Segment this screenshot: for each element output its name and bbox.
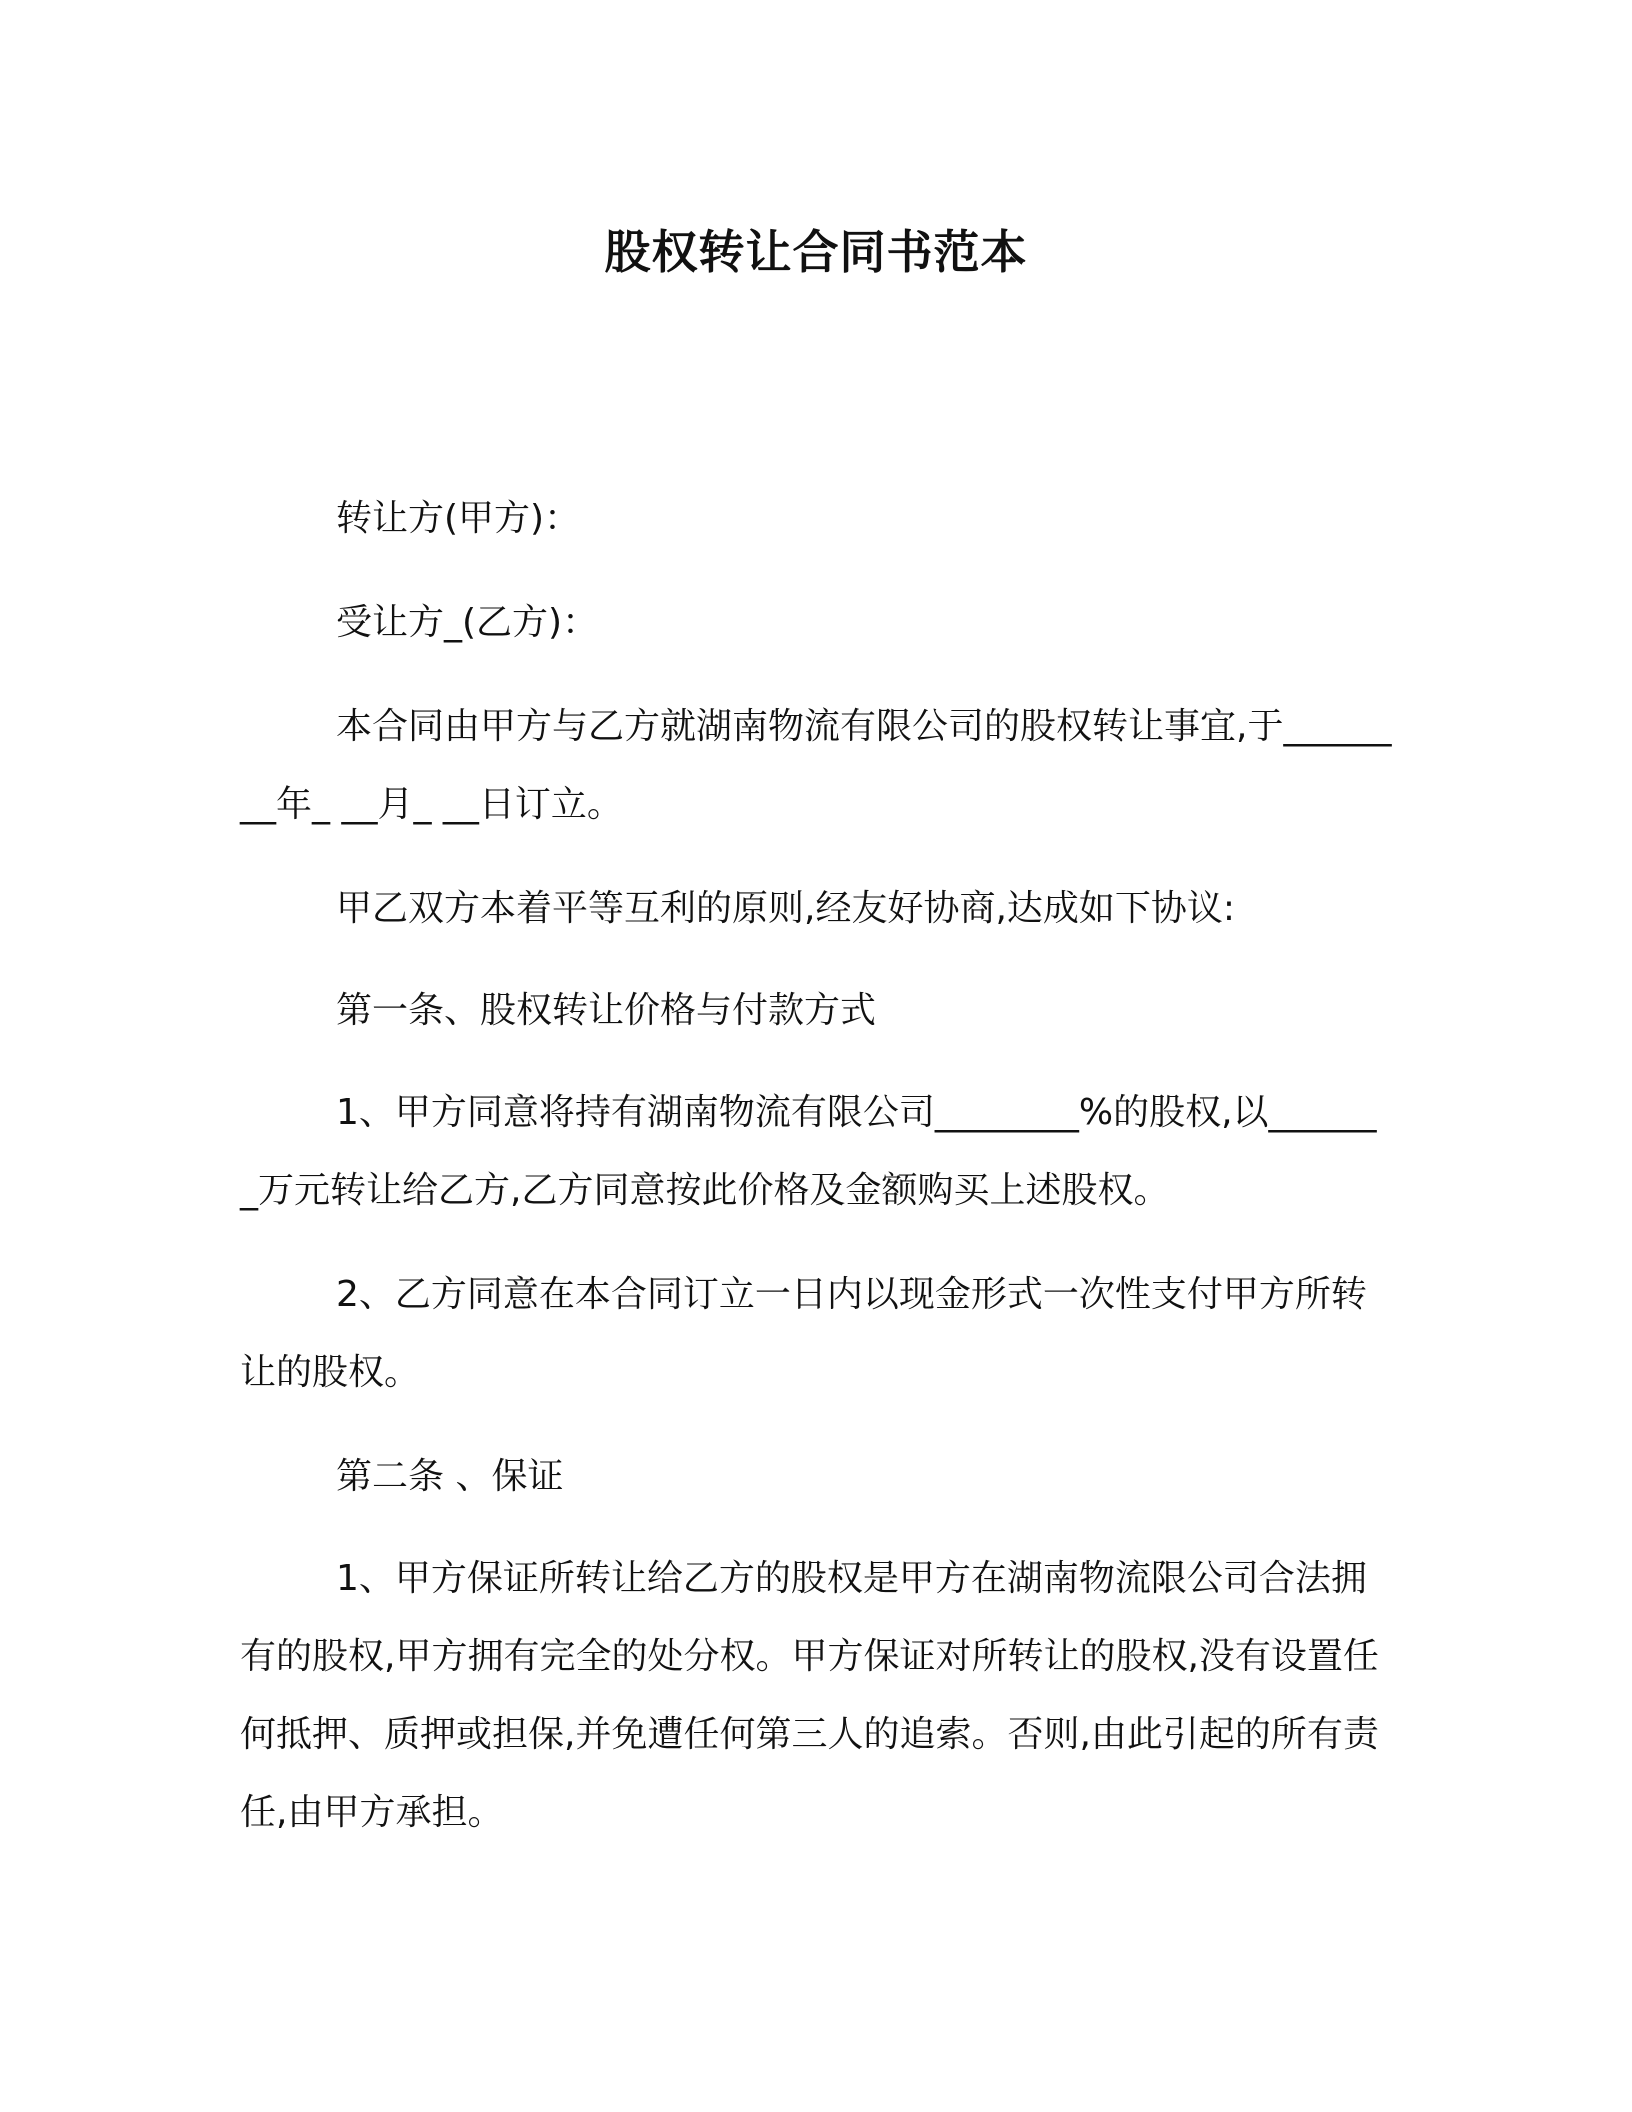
- document-title: 股权转让合同书范本: [604, 225, 1028, 279]
- transferee-line: 受让方_(乙方)：: [336, 602, 599, 643]
- article-2-clause-1: 1、甲方保证所转让给乙方的股权是甲方在湖南物流限公司合法拥有的股权,甲方拥有完全的处分权。甲方保证对所转让的股权,没有设置任何抵押、质押或担保,并免遭任何第三人的追索。否则,由此引起的所有责任,由甲方承担。: [240, 1558, 1379, 1833]
- article-1-heading: 第一条、股权转让价格与付款方式: [336, 990, 877, 1031]
- agreement-intro-paragraph: 甲乙双方本着平等互利的原则,经友好协商,达成如下协议:: [336, 888, 1236, 929]
- article-1-clause-2: 2、乙方同意在本合同订立一日内以现金形式一次性支付甲方所转让的股权。: [240, 1274, 1367, 1393]
- transferor-line: 转让方(甲方)：: [336, 498, 581, 539]
- article-1-clause-1: 1、甲方同意将持有湖南物流有限公司________%的股权,以_______万元转让给乙方,乙方同意按此价格及金额购买上述股权。: [240, 1092, 1377, 1211]
- article-2-heading: 第二条 、保证: [336, 1456, 564, 1497]
- contract-date-paragraph: 本合同由甲方与乙方就湖南物流有限公司的股权转让事宜,于________年_ __月_ __日订立。: [240, 706, 1392, 825]
